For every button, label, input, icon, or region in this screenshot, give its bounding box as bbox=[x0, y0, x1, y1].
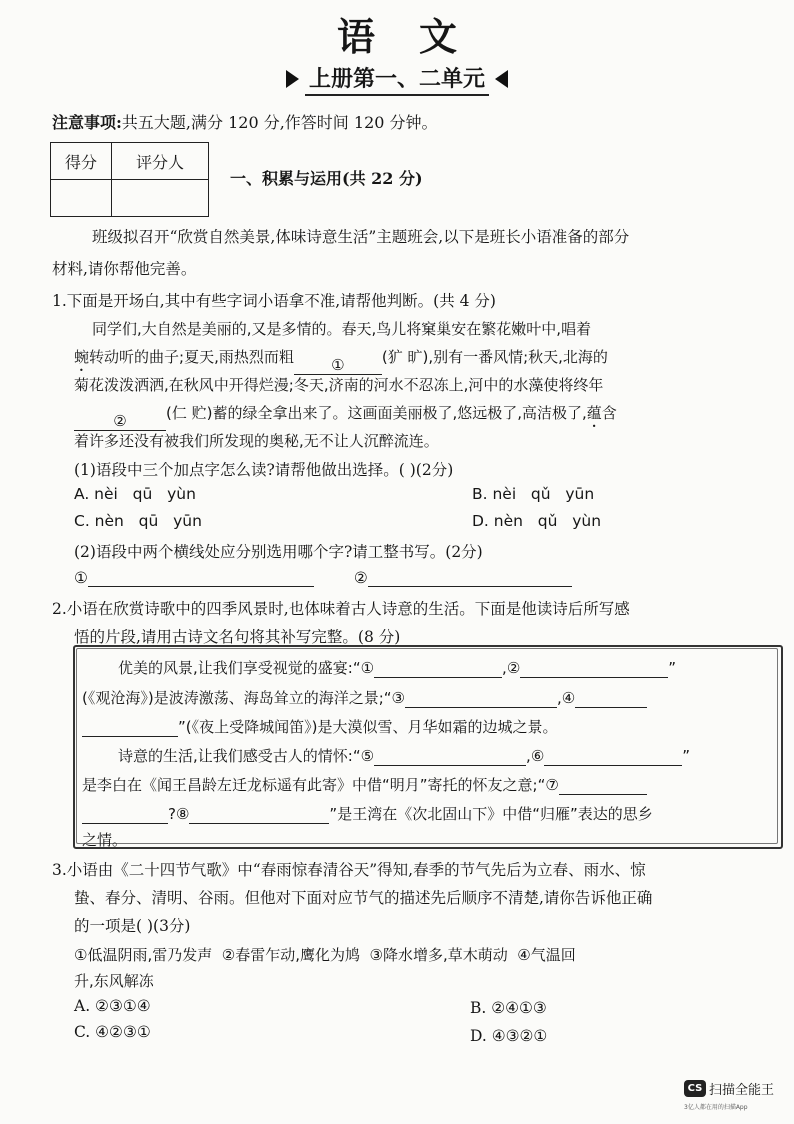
q3-stem-3: 的一项是( )(3分) bbox=[74, 917, 191, 935]
q2-text: 优美的风景,让我们享受视觉的盛宴:“① bbox=[118, 659, 375, 677]
q1-para-line-2 bbox=[74, 346, 608, 375]
q2-line-3 bbox=[82, 716, 557, 737]
notice-label: 注意事项: bbox=[52, 113, 122, 132]
intro-line-2: 材料,请你帮他完善。 bbox=[52, 260, 197, 278]
q2-line-7: 之情。 bbox=[82, 831, 128, 849]
poem-blank-4-cont[interactable] bbox=[82, 718, 178, 737]
scanner-name: 扫描全能王 bbox=[709, 1082, 775, 1098]
score-cell[interactable] bbox=[51, 180, 112, 217]
q3-items-2: 升,东风解冻 bbox=[74, 972, 154, 990]
q2-stem-2: 悟的片段,请用古诗文名句将其补写完整。(8 分) bbox=[74, 628, 401, 646]
q1-text: (仁 贮)蓄的绿全拿出来了。这画面美丽极了,悠远极了,高洁极了, bbox=[166, 404, 587, 422]
q1-answer-line bbox=[74, 568, 572, 587]
q3-stem-2: 蛰、春分、清明、谷雨。但他对下面对应节气的描述先后顺序不清楚,请你告诉他正确 bbox=[74, 889, 653, 907]
scanner-logo-icon: CS bbox=[684, 1080, 706, 1097]
q1-option-a[interactable]: A. nèi qū yùn bbox=[74, 485, 196, 503]
q3-option-b[interactable]: B. ②④①③ bbox=[470, 999, 547, 1017]
dotted-char: 蕴 bbox=[586, 404, 602, 422]
q3-items-1: ①低温阴雨,雷乃发声 ②春雷乍动,鹰化为鸠 ③降水增多,草木萌动 ④气温回 bbox=[74, 946, 576, 964]
answer-2-blank[interactable] bbox=[368, 568, 572, 587]
q2-text: ” bbox=[682, 747, 691, 765]
q2-text: ,⑥ bbox=[526, 747, 545, 765]
q2-text: ” bbox=[668, 659, 677, 677]
q2-text: 是李白在《闻王昌龄左迁龙标遥有此寄》中借“明月”寄托的怀友之意;“⑦ bbox=[82, 776, 559, 794]
q2-text: ”是王湾在《次北固山下》中借“归雁”表达的思乡 bbox=[329, 805, 653, 823]
poem-blank-1[interactable] bbox=[374, 659, 502, 678]
q3-option-a[interactable]: A. ②③①④ bbox=[74, 997, 151, 1015]
q1-sub2: (2)语段中两个横线处应分别选用哪个字?请工整书写。(2分) bbox=[74, 543, 483, 561]
poem-blank-2[interactable] bbox=[520, 659, 668, 678]
poem-blank-4[interactable] bbox=[575, 689, 647, 708]
poem-blank-3[interactable] bbox=[405, 689, 557, 708]
q2-line-4 bbox=[118, 745, 690, 766]
q2-text: (《观沧海》)是波涛激荡、海岛耸立的海洋之景;“③ bbox=[82, 689, 405, 707]
q2-text: 诗意的生活,让我们感受古人的情怀:“⑤ bbox=[118, 747, 375, 765]
q1-para-line-3: 菊花泼泼洒洒,在秋风中开得烂漫;冬天,济南的河水不忍冻上,河中的水藻使将终年 bbox=[74, 376, 604, 394]
dotted-char: 蜿 bbox=[74, 348, 90, 366]
notice-text: 共五大题,满分 120 分,作答时间 120 分钟。 bbox=[121, 113, 438, 132]
poem-blank-7[interactable] bbox=[559, 776, 647, 795]
q1-option-d[interactable]: D. nèn qǔ yùn bbox=[472, 512, 602, 530]
q2-line-6 bbox=[82, 803, 653, 824]
q2-text: ,④ bbox=[556, 689, 576, 707]
triangle-right-icon bbox=[286, 70, 299, 88]
q2-line-1 bbox=[118, 657, 676, 678]
q2-text: ,② bbox=[502, 659, 521, 677]
section-title: 一、积累与运用(共 22 分) bbox=[230, 169, 423, 188]
q1-para-line-5: 着许多还没有被我们所发现的奥秘,无不让人沉醉流连。 bbox=[74, 432, 439, 450]
score-table bbox=[50, 142, 209, 217]
q1-option-c[interactable]: C. nèn qū yūn bbox=[74, 512, 202, 530]
unit-banner bbox=[0, 62, 794, 96]
poem-blank-6[interactable] bbox=[544, 747, 682, 766]
answer-1-label: ① bbox=[74, 569, 88, 587]
q2-line-2 bbox=[82, 687, 647, 708]
triangle-left-icon bbox=[495, 70, 508, 88]
q2-line-5 bbox=[82, 774, 647, 795]
grader-header: 评分人 bbox=[112, 143, 209, 180]
q1-text: (犷 旷),别有一番风情;秋天,北海的 bbox=[381, 348, 608, 366]
q1-text: 含 bbox=[601, 404, 617, 422]
q1-para-line-4 bbox=[74, 402, 617, 431]
poem-blank-5[interactable] bbox=[374, 747, 526, 766]
score-header: 得分 bbox=[51, 143, 112, 180]
q2-text: ?⑧ bbox=[168, 805, 190, 823]
notice bbox=[52, 110, 438, 133]
poem-blank-8[interactable] bbox=[189, 805, 329, 824]
unit-label: 上册第一、二单元 bbox=[305, 62, 489, 96]
q1-stem: 1.下面是开场白,其中有些字词小语拿不准,请帮他判断。(共 4 分) bbox=[52, 292, 496, 310]
q1-sub1: (1)语段中三个加点字怎么读?请帮他做出选择。( )(2分) bbox=[74, 461, 454, 479]
q2-text: ”(《夜上受降城闻笛》)是大漠似雪、月华如霜的边城之景。 bbox=[178, 718, 558, 736]
answer-2-label: ② bbox=[353, 569, 368, 587]
q3-stem-1: 3.小语由《二十四节气歌》中“春雨惊春清谷天”得知,春季的节气先后为立春、雨水、惊 bbox=[52, 861, 646, 879]
page-title: 语文 bbox=[336, 14, 501, 59]
blank-2[interactable]: ② bbox=[74, 412, 166, 431]
intro-line-1: 班级拟召开“欣赏自然美景,体味诗意生活”主题班会,以下是班长小语准备的部分 bbox=[92, 228, 630, 246]
answer-1-blank[interactable] bbox=[88, 568, 314, 587]
grader-cell[interactable] bbox=[112, 180, 209, 217]
scanner-watermark bbox=[684, 1078, 775, 1111]
scanner-tagline: 3亿人都在用的扫描App bbox=[684, 1104, 748, 1111]
q1-option-b[interactable]: B. nèi qǔ yūn bbox=[472, 485, 595, 503]
q2-stem-1: 2.小语在欣赏诗歌中的四季风景时,也体味着古人诗意的生活。下面是他读诗后所写感 bbox=[52, 600, 630, 618]
q3-option-c[interactable]: C. ④②③① bbox=[74, 1023, 151, 1041]
q1-para-line-1: 同学们,大自然是美丽的,又是多情的。春天,鸟儿将窠巢安在繁花嫩叶中,唱着 bbox=[92, 320, 592, 338]
poem-blank-7-cont[interactable] bbox=[82, 805, 168, 824]
q3-option-d[interactable]: D. ④③②① bbox=[470, 1027, 548, 1045]
q1-text: 转动听的曲子;夏天,雨热烈而粗 bbox=[89, 348, 294, 366]
blank-1[interactable]: ① bbox=[294, 356, 382, 375]
